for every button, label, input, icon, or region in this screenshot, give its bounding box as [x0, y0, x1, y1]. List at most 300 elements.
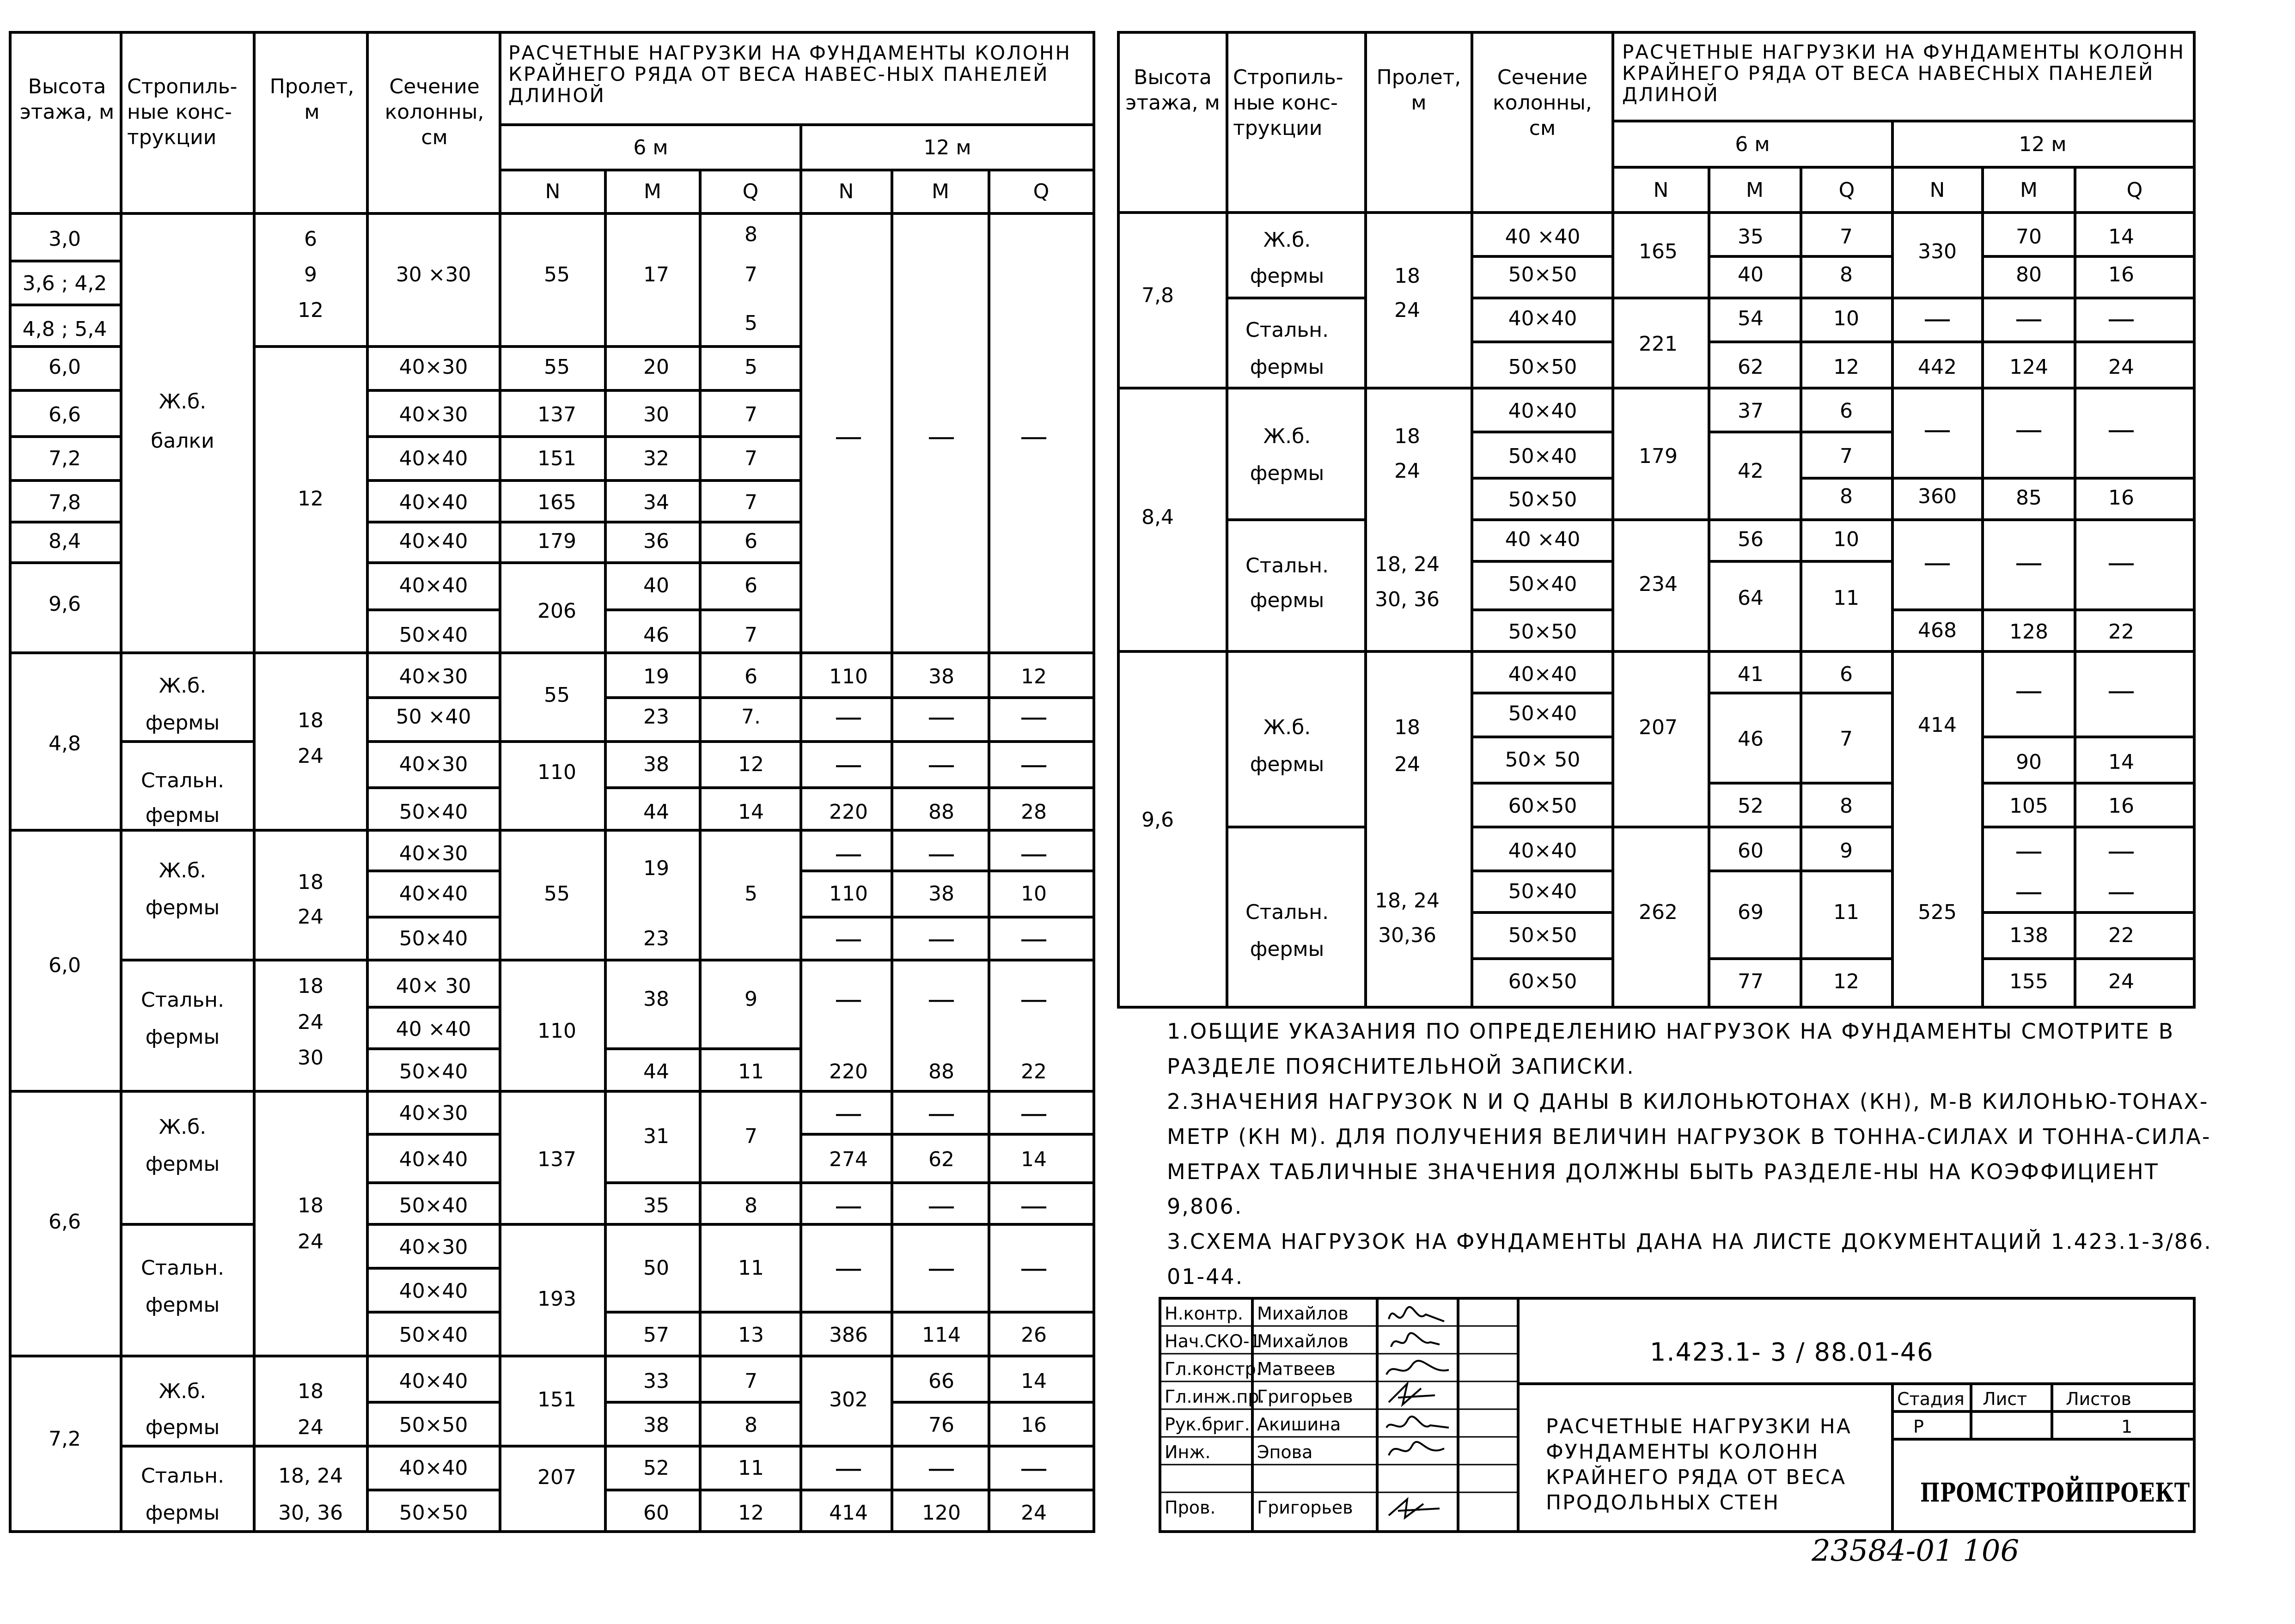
table-cell: 6 — [1840, 663, 1853, 686]
table-cell: 414 — [829, 1501, 868, 1525]
empty-cell-dash: — — [835, 983, 862, 1016]
left-header-M: M — [644, 180, 661, 203]
table-cell: 18 — [298, 709, 323, 732]
table-cell: 24 — [298, 1416, 323, 1439]
stamp-name: Григорьев — [1257, 1497, 1353, 1518]
table-cell: фермы — [145, 896, 220, 919]
table-cell: 18, 24 — [1375, 889, 1440, 912]
table-cell: 46 — [1738, 727, 1764, 751]
table-cell: 9,6 — [49, 592, 81, 616]
table-cell: 8 — [1840, 485, 1853, 508]
empty-cell-dash: — — [1020, 701, 1048, 733]
table-cell: Ж.б. — [159, 674, 207, 698]
table-cell: 7,8 — [1141, 284, 1174, 307]
left-header-truss: Стропиль-ные конс-трукции — [127, 75, 238, 149]
note-2: 2.ЗНАЧЕНИЯ НАГРУЗОК N И Q ДАНЫ В КИЛОНЬЮТОНАХ (КН), М-В КИЛОНЬЮ-ТОНАХ-МЕТР (КН М). ДЛЯ ПОЛУЧЕНИЯ ВЕЛИЧИН НАГРУЗОК В ТОННА-СИЛАХ И ТОННА-СИЛА-МЕТРАХ ТАБЛИЧНЫЕ ЗНАЧЕНИЯ ДОЛЖНЫ БЫТЬ РАЗДЕЛЕ-НЫ НА КОЭФФИЦИЕНТ 9,806. — [1167, 1089, 2211, 1219]
table-cell: 30, 36 — [278, 1501, 343, 1525]
note-1: 1.ОБЩИЕ УКАЗАНИЯ ПО ОПРЕДЕЛЕНИЮ НАГРУЗОК НА ФУНДАМЕНТЫ СМОТРИТЕ В РАЗДЕЛЕ ПОЯСНИТЕЛЬНОЙ ЗАПИСКИ. — [1167, 1019, 2175, 1079]
table-cell: 16 — [2108, 794, 2134, 818]
table-cell: фермы — [1250, 753, 1325, 776]
table-cell: 38 — [643, 753, 669, 776]
table-cell: 50×50 — [399, 1413, 468, 1437]
empty-cell-dash: — — [928, 983, 955, 1016]
table-cell: 30 — [643, 403, 669, 426]
table-cell: 30, 36 — [1375, 588, 1440, 611]
table-cell: 6 — [304, 227, 317, 251]
empty-cell-dash: — — [928, 1252, 955, 1284]
table-cell: 19 — [643, 665, 669, 688]
table-cell: 7 — [745, 491, 757, 514]
left-header-group: РАСЧЕТНЫЕ НАГРУЗКИ НА ФУНДАМЕНТЫ КОЛОНН КРАЙНЕГО РЯДА ОТ ВЕСА НАВЕС-НЫХ ПАНЕЛЕЙ ДЛИНОЙ — [508, 42, 1071, 107]
table-cell: 40×40 — [1508, 399, 1577, 423]
left-header-N: N — [545, 180, 561, 203]
table-cell: 40×40 — [1508, 839, 1577, 863]
table-cell: 60×50 — [1508, 970, 1577, 993]
table-cell: 302 — [829, 1388, 868, 1411]
table-cell: 14 — [1021, 1148, 1047, 1171]
table-cell: 22 — [1021, 1060, 1047, 1083]
table-cell: 7 — [1840, 444, 1853, 468]
table-cell: 50 — [643, 1256, 669, 1280]
table-cell: 24 — [298, 905, 323, 929]
table-cell: 11 — [1833, 900, 1859, 924]
sheet-label: Лист — [1983, 1389, 2027, 1409]
table-cell: фермы — [1250, 937, 1325, 961]
table-cell: 60×50 — [1508, 794, 1577, 818]
table-cell: фермы — [145, 1025, 220, 1049]
table-cell: 18 — [298, 974, 323, 998]
table-cell: фермы — [1250, 264, 1325, 288]
table-cell: 5 — [745, 882, 757, 906]
right-header-Q: Q — [1838, 178, 1855, 202]
table-cell: 50×40 — [399, 800, 468, 824]
sheet-title-line: КРАЙНЕГО РЯДА ОТ ВЕСА — [1546, 1466, 1846, 1489]
organization-name: ПРОМСТРОЙПРОЕКТ — [1920, 1478, 2190, 1508]
table-cell: 7 — [745, 1125, 757, 1148]
table-cell: 22 — [2108, 620, 2134, 644]
right-header-section: Сечение колонны, см — [1493, 66, 1592, 140]
table-cell: 7 — [1840, 225, 1853, 249]
table-cell: 3,6 ; 4,2 — [22, 272, 107, 295]
table-cell: Ж.б. — [159, 859, 207, 882]
table-cell: 50× 50 — [1505, 748, 1581, 772]
table-cell: 30,36 — [1378, 924, 1436, 947]
table-cell: 221 — [1639, 332, 1678, 356]
sheet-title-line: ПРОДОЛЬНЫХ СТЕН — [1546, 1491, 1780, 1515]
table-cell: 5 — [745, 311, 757, 335]
table-cell: 7,8 — [49, 491, 81, 514]
table-cell: 11 — [1833, 586, 1859, 610]
table-cell: фермы — [145, 1416, 220, 1439]
table-cell: 10 — [1021, 882, 1047, 906]
table-cell: 24 — [2108, 970, 2134, 993]
right-header-N12: N — [1929, 178, 1945, 202]
table-cell: 3,0 — [49, 227, 81, 251]
table-cell: 110 — [537, 760, 576, 784]
table-cell: 234 — [1639, 572, 1678, 596]
table-cell: 35 — [643, 1194, 669, 1217]
table-cell: 34 — [643, 491, 669, 514]
stamp-role: Пров. — [1165, 1497, 1216, 1518]
empty-cell-dash: — — [928, 923, 955, 955]
table-cell: 40×40 — [399, 882, 468, 906]
empty-cell-dash: — — [2015, 414, 2043, 446]
empty-cell-dash: — — [835, 1190, 862, 1222]
table-cell: 50×40 — [399, 1323, 468, 1347]
table-cell: 40 — [1738, 263, 1764, 286]
empty-cell-dash: — — [1020, 420, 1048, 453]
empty-cell-dash: — — [1020, 1452, 1048, 1484]
table-cell: 7 — [1840, 727, 1853, 751]
table-cell: 38 — [643, 1413, 669, 1437]
table-cell: 330 — [1918, 240, 1957, 263]
table-cell: 24 — [2108, 355, 2134, 379]
table-cell: 9 — [304, 263, 317, 286]
table-cell: 151 — [537, 1388, 576, 1411]
table-cell: 525 — [1918, 900, 1957, 924]
empty-cell-dash: — — [2107, 414, 2135, 446]
table-cell: 57 — [643, 1323, 669, 1347]
table-cell: Стальн. — [140, 1464, 225, 1488]
table-cell: 17 — [643, 263, 669, 286]
table-cell: 8 — [1840, 263, 1853, 286]
table-cell: фермы — [145, 711, 220, 735]
table-cell: 40×30 — [399, 1235, 468, 1259]
stamp-name: Эпова — [1257, 1442, 1313, 1462]
table-cell: Ж.б. — [1263, 425, 1311, 448]
left-header-span: Пролет, м — [269, 75, 354, 124]
table-cell: 12 — [298, 298, 323, 322]
empty-cell-dash: — — [1020, 923, 1048, 955]
table-cell: 50×50 — [1508, 488, 1577, 511]
table-cell: фермы — [1250, 462, 1325, 485]
left-header-section: Сечение колонны, см — [385, 75, 484, 149]
table-cell: 44 — [643, 1060, 669, 1083]
sheets-value: 1 — [2121, 1417, 2133, 1437]
table-cell: 6 — [745, 574, 757, 597]
empty-cell-dash: — — [1923, 414, 1951, 446]
empty-cell-dash: — — [928, 1452, 955, 1484]
stamp-role: Гл.инж.пр. — [1165, 1387, 1265, 1407]
table-cell: 137 — [537, 403, 576, 426]
empty-cell-dash: — — [1020, 838, 1048, 870]
table-cell: 14 — [1021, 1369, 1047, 1393]
table-cell: 56 — [1738, 528, 1764, 551]
table-cell: 7. — [741, 705, 761, 729]
table-cell: 54 — [1738, 307, 1764, 330]
table-cell: 120 — [922, 1501, 961, 1525]
table-cell: 8 — [745, 1413, 757, 1437]
signatures — [1379, 1301, 1458, 1532]
table-cell: 24 — [1394, 753, 1420, 776]
table-cell: 55 — [544, 882, 570, 906]
table-cell: 16 — [2108, 486, 2134, 510]
table-cell: 6 — [1840, 399, 1853, 423]
right-header-12m: 12 м — [2019, 133, 2067, 156]
table-cell: 24 — [1394, 459, 1420, 483]
table-cell: 40×40 — [399, 1456, 468, 1480]
table-cell: 40×40 — [399, 574, 468, 597]
table-cell: 64 — [1738, 586, 1764, 610]
sheet-title — [1546, 1414, 1852, 1515]
table-cell: 70 — [2016, 225, 2042, 249]
empty-cell-dash: — — [835, 1097, 862, 1130]
table-cell: Ж.б. — [159, 1380, 207, 1403]
empty-cell-dash: — — [835, 838, 862, 870]
empty-cell-dash: — — [2107, 303, 2135, 335]
table-cell: 55 — [544, 683, 570, 707]
empty-cell-dash: — — [928, 748, 955, 781]
empty-cell-dash: — — [1923, 547, 1951, 579]
table-cell: 442 — [1918, 355, 1957, 379]
table-cell: 137 — [537, 1148, 576, 1171]
table-cell: 33 — [643, 1369, 669, 1393]
stamp-role: Инж. — [1165, 1442, 1211, 1462]
table-cell: 26 — [1021, 1323, 1047, 1347]
table-cell: 40×30 — [399, 403, 468, 426]
left-header-N12: N — [838, 180, 854, 203]
table-cell: 110 — [829, 882, 868, 906]
table-cell: 110 — [829, 665, 868, 688]
inventory-number: 23584-01 106 — [1812, 1534, 2020, 1568]
table-cell: 77 — [1738, 970, 1764, 993]
table-cell: 8,4 — [1141, 505, 1174, 529]
sheet-title-line: РАСЧЕТНЫЕ НАГРУЗКИ НА — [1546, 1415, 1852, 1438]
table-cell: 62 — [1738, 355, 1764, 379]
table-cell: 35 — [1738, 225, 1764, 249]
general-notes — [1167, 1014, 2225, 1295]
table-cell: 18, 24 — [278, 1464, 343, 1488]
stamp-name: Михайлов — [1257, 1331, 1349, 1351]
table-cell: 30 ×30 — [396, 263, 471, 286]
table-cell: 5 — [745, 355, 757, 379]
table-cell: Стальн. — [1245, 318, 1329, 342]
empty-cell-dash: — — [2107, 547, 2135, 579]
table-cell: 179 — [1639, 444, 1678, 468]
table-cell: 50×50 — [399, 1501, 468, 1525]
table-cell: 40×40 — [399, 1148, 468, 1171]
table-cell: 50 ×40 — [396, 705, 471, 729]
table-cell: 50×40 — [1508, 572, 1577, 596]
table-cell: 262 — [1639, 900, 1678, 924]
table-cell: 7 — [745, 263, 757, 286]
empty-cell-dash: — — [2015, 675, 2043, 707]
empty-cell-dash: — — [1020, 983, 1048, 1016]
table-cell: 468 — [1918, 619, 1957, 642]
table-cell: 14 — [2108, 225, 2134, 249]
table-cell: Ж.б. — [1263, 716, 1311, 739]
table-cell: 80 — [2016, 263, 2042, 286]
empty-cell-dash: — — [1020, 1252, 1048, 1284]
table-cell: 16 — [2108, 263, 2134, 286]
right-header-M: M — [1746, 178, 1764, 202]
table-cell: 7 — [745, 1369, 757, 1393]
table-cell: фермы — [145, 1501, 220, 1525]
table-cell: 155 — [2009, 970, 2048, 993]
table-cell: 13 — [738, 1323, 764, 1347]
table-cell: 40 ×40 — [1505, 528, 1581, 551]
table-cell: 38 — [643, 987, 669, 1011]
table-cell: 52 — [1738, 794, 1764, 818]
stage-value: Р — [1913, 1417, 1924, 1437]
table-cell: Стальн. — [140, 988, 225, 1012]
empty-cell-dash: — — [2015, 876, 2043, 908]
empty-cell-dash: — — [928, 1190, 955, 1222]
empty-cell-dash: — — [835, 420, 862, 453]
table-cell: 193 — [537, 1287, 576, 1311]
table-cell: 76 — [928, 1413, 954, 1437]
table-cell: 6,0 — [49, 355, 81, 379]
table-cell: балки — [151, 429, 214, 453]
table-cell: 11 — [738, 1060, 764, 1083]
table-cell: фермы — [145, 803, 220, 827]
table-cell: 274 — [829, 1148, 868, 1171]
document-code: 1.423.1- 3 / 88.01-46 — [1650, 1338, 1934, 1367]
table-cell: 40×40 — [399, 1279, 468, 1303]
table-cell: 40×30 — [399, 842, 468, 865]
table-cell: 18 — [298, 1194, 323, 1217]
table-cell: 207 — [537, 1466, 576, 1489]
sheet-title-line: ФУНДАМЕНТЫ КОЛОНН — [1546, 1440, 1819, 1464]
right-header-height: Высота этажа, м — [1125, 66, 1220, 115]
stage-label: Стадия — [1897, 1389, 1965, 1409]
left-header-Q: Q — [742, 180, 759, 203]
table-cell: 179 — [537, 529, 576, 553]
table-cell: 386 — [829, 1323, 868, 1347]
table-cell: 7 — [745, 447, 757, 470]
table-cell: 24 — [298, 1010, 323, 1034]
table-cell: 18 — [1394, 425, 1420, 448]
table-cell: 50×50 — [1508, 924, 1577, 947]
table-cell: 28 — [1021, 800, 1047, 824]
table-cell: 18 — [1394, 716, 1420, 739]
table-cell: 40 — [643, 574, 669, 597]
table-cell: 414 — [1918, 713, 1957, 737]
table-cell: 20 — [643, 355, 669, 379]
empty-cell-dash: — — [2107, 675, 2135, 707]
table-cell: 30 — [298, 1046, 323, 1070]
right-header-M12: M — [2020, 178, 2038, 202]
table-cell: 18 — [1394, 264, 1420, 288]
table-cell: 40 ×40 — [396, 1017, 471, 1041]
table-cell: 40×30 — [399, 753, 468, 776]
table-cell: 4,8 — [49, 732, 81, 755]
table-cell: 7 — [745, 623, 757, 647]
table-cell: 23 — [643, 705, 669, 729]
table-cell: 50×40 — [1508, 702, 1577, 725]
table-cell: 40×40 — [399, 491, 468, 514]
table-cell: 220 — [829, 800, 868, 824]
empty-cell-dash: — — [2015, 835, 2043, 867]
empty-cell-dash: — — [2015, 303, 2043, 335]
table-cell: 44 — [643, 800, 669, 824]
table-cell: 19 — [643, 857, 669, 880]
left-header-M12: M — [932, 180, 949, 203]
table-cell: 38 — [928, 665, 954, 688]
table-cell: 10 — [1833, 307, 1859, 330]
table-cell: 7,2 — [49, 1427, 81, 1451]
left-header-6m: 6 м — [633, 136, 668, 159]
empty-cell-dash: — — [835, 748, 862, 781]
table-cell: 206 — [537, 599, 576, 623]
table-cell: 50×50 — [1508, 355, 1577, 379]
table-cell: фермы — [145, 1152, 220, 1176]
table-cell: 36 — [643, 529, 669, 553]
empty-cell-dash: — — [835, 1452, 862, 1484]
table-cell: 7 — [745, 403, 757, 426]
table-cell: 40×40 — [1508, 663, 1577, 686]
table-cell: 4,8 ; 5,4 — [22, 317, 107, 341]
table-cell: 42 — [1738, 459, 1764, 483]
table-cell: 50×40 — [1508, 880, 1577, 903]
table-cell: 110 — [537, 1019, 576, 1043]
left-header-Q12: Q — [1033, 180, 1050, 203]
table-cell: фермы — [145, 1293, 220, 1317]
table-cell: 114 — [922, 1323, 961, 1347]
table-cell: Ж.б. — [159, 390, 207, 414]
table-cell: 14 — [738, 800, 764, 824]
right-header-N: N — [1653, 178, 1669, 202]
table-cell: Ж.б. — [159, 1115, 207, 1139]
table-cell: 23 — [643, 927, 669, 950]
table-cell: 50×40 — [399, 1194, 468, 1217]
stamp-name: Акишина — [1257, 1414, 1341, 1435]
table-cell: 11 — [738, 1456, 764, 1480]
table-cell: 151 — [537, 447, 576, 470]
table-cell: 60 — [643, 1501, 669, 1525]
table-cell: 38 — [928, 882, 954, 906]
table-cell: 124 — [2009, 355, 2048, 379]
stamp-role: Рук.бриг. — [1165, 1414, 1250, 1435]
table-cell: 12 — [298, 487, 323, 511]
stamp-name: Михайлов — [1257, 1303, 1349, 1324]
empty-cell-dash: — — [928, 420, 955, 453]
table-cell: 6,6 — [49, 1210, 81, 1234]
table-cell: 11 — [738, 1256, 764, 1280]
empty-cell-dash: — — [835, 701, 862, 733]
table-cell: 85 — [2016, 486, 2042, 510]
table-cell: 9 — [1840, 839, 1853, 863]
table-cell: 8 — [745, 223, 757, 246]
table-cell: 165 — [1639, 240, 1678, 263]
empty-cell-dash: — — [928, 838, 955, 870]
table-cell: 40×30 — [399, 1101, 468, 1125]
table-cell: 12 — [1833, 970, 1859, 993]
table-cell: 40×40 — [1508, 307, 1577, 330]
right-header-group: РАСЧЕТНЫЕ НАГРУЗКИ НА ФУНДАМЕНТЫ КОЛОНН КРАЙНЕГО РЯДА ОТ ВЕСА НАВЕСНЫХ ПАНЕЛЕЙ ДЛИНОЙ — [1622, 41, 2185, 106]
table-cell: 60 — [1738, 839, 1764, 863]
table-cell: 6 — [745, 665, 757, 688]
table-cell: 22 — [2108, 924, 2134, 947]
table-cell: 8 — [745, 1194, 757, 1217]
table-cell: 88 — [928, 1060, 954, 1083]
right-header-span: Пролет, м — [1376, 66, 1461, 115]
table-cell: 165 — [537, 491, 576, 514]
table-cell: 6,6 — [49, 403, 81, 426]
table-cell: 8,4 — [49, 529, 81, 553]
empty-cell-dash: — — [2107, 876, 2135, 908]
stamp-name: Матвеев — [1257, 1359, 1336, 1379]
empty-cell-dash: — — [1020, 1190, 1048, 1222]
empty-cell-dash: — — [1020, 1097, 1048, 1130]
table-cell: фермы — [1250, 589, 1325, 612]
table-cell: 50×50 — [1508, 620, 1577, 644]
left-header-height: Высота этажа, м — [19, 75, 115, 124]
table-cell: 128 — [2009, 620, 2048, 644]
table-cell: 12 — [1021, 665, 1047, 688]
table-cell: 9,6 — [1141, 808, 1174, 832]
empty-cell-dash: — — [1020, 748, 1048, 781]
